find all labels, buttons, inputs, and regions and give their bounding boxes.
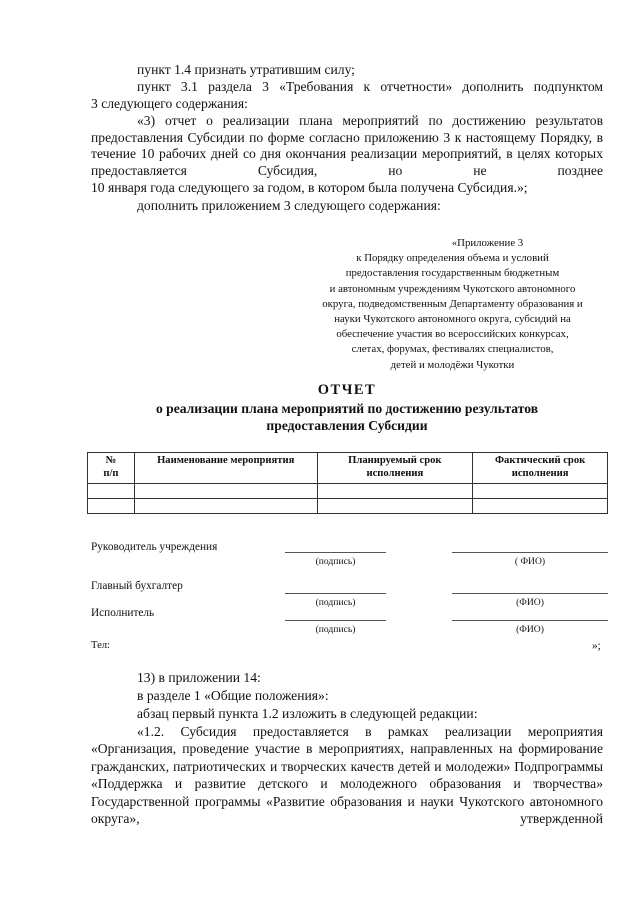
appendix-line: к Порядку определения объема и условий [356, 252, 549, 265]
phone-label: Тел: [91, 640, 110, 651]
executor-fio-caption: (ФИО) [516, 624, 544, 635]
header-planned-term: Планируемый срок исполнения [317, 453, 473, 484]
appendix-line: предоставления государственным бюджетным [345, 267, 560, 280]
head-fio-line [452, 552, 608, 553]
header-event-name: Наименование мероприятия [134, 453, 317, 484]
accountant-fio-line [452, 593, 608, 594]
appendix-line: «Приложение 3 [451, 237, 524, 249]
appendix-line: округа, подведомственным Департаменту образования и [322, 297, 583, 310]
paragraph-item-3-1-cont: 3 следующего содержания: [91, 96, 248, 111]
paragraph-item-3-1: пункт 3.1 раздела 3 «Требования к отчетности» дополнить подпунктом [137, 79, 603, 94]
appendix-line: науки Чукотского автономного округа, субсидий на [334, 313, 571, 326]
phone-end: »; [592, 640, 601, 652]
paragraph-item-1-4: пункт 1.4 признать утратившим силу; [137, 62, 355, 77]
paragraph-add-appendix: дополнить приложением 3 следующего содержания: [137, 198, 441, 213]
head-sign-line [285, 552, 386, 553]
accountant-sign-line [285, 593, 386, 594]
accountant-fio-caption: (ФИО) [516, 597, 544, 608]
executor-label: Исполнитель [91, 607, 155, 619]
header-number: № п/п [88, 453, 135, 484]
report-subtitle-1: о реализации плана мероприятий по достижению результатов [155, 401, 539, 416]
header-actual-term: Фактический срок исполнения [473, 453, 608, 484]
appendix-line: детей и молодёжи Чукотки [390, 358, 515, 371]
executor-fio-line [452, 620, 608, 621]
paragraph-section-1: в разделе 1 «Общие положения»: [137, 688, 329, 703]
report-table [87, 452, 608, 514]
executor-sign-line [285, 620, 386, 621]
paragraph-subitem-3: «3) отчет о реализации плана мероприятий по достижению результатов предоставления Субсидии по форме согласно приложению 3 к настоящему Порядку, в течение 10 рабочих дней со дня окончания реализации мероприятий, в целях которых предоставляется Субсидия, но не позднее [91, 113, 603, 178]
paragraph-1-2: «1.2. Субсидия предоставляется в рамках реализации мероприятия «Организация, проведение участие в мероприятиях, направленных на формирование гражданских, патриотических и творческих качеств детей и молодежи» Подпрограммы «Поддержка и развитие детского и молодежного образования и творчества» Государственной программы «Развитие образования и науки Чукотского автономного округа», утвержденной [91, 724, 603, 827]
accountant-label: Главный бухгалтер [91, 580, 183, 592]
table-row [88, 484, 608, 499]
executor-sign-caption: (подпись) [315, 624, 356, 635]
head-label: Руководитель учреждения [91, 541, 218, 553]
table-header-row [88, 453, 608, 484]
appendix-line: и автономным учреждениям Чукотского автономного [329, 282, 576, 295]
appendix-line: слетах, форумах, фестивалях специалистов, [351, 343, 554, 356]
head-fio-caption: ( ФИО) [514, 556, 546, 567]
report-title: ОТЧЕТ [317, 382, 377, 398]
appendix-header [300, 236, 605, 373]
head-sign-caption: (подпись) [315, 556, 356, 567]
paragraph-1-2-intro: абзац первый пункта 1.2 изложить в следующей редакции: [137, 706, 478, 721]
appendix-line: обеспечение участия во всероссийских конкурсах, [336, 328, 569, 341]
table-row [88, 499, 608, 514]
paragraph-subitem-3-last: 10 января года следующего за годом, в котором была получена Субсидия.»; [91, 180, 528, 195]
accountant-sign-caption: (подпись) [315, 597, 356, 608]
paragraph-item-13: 13) в приложении 14: [137, 670, 261, 685]
report-subtitle-2: предоставления Субсидии [266, 418, 428, 433]
